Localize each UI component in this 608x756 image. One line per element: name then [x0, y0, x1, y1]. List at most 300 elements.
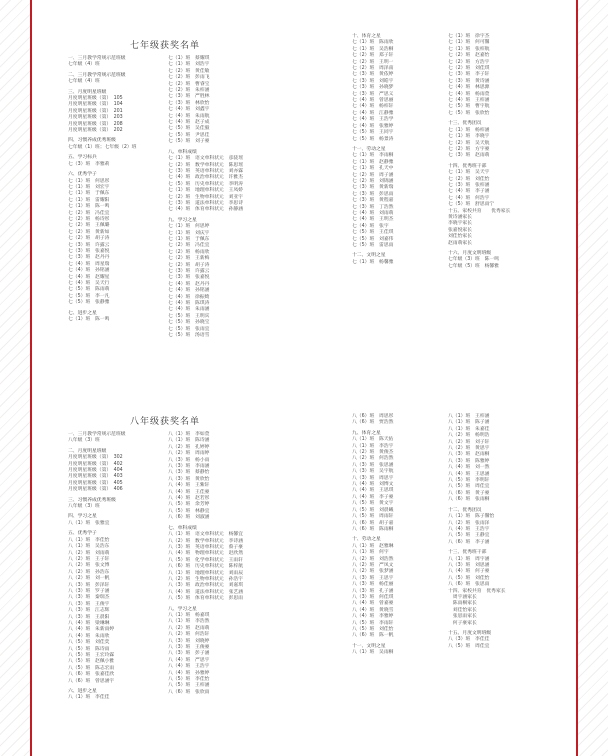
list-item: 八年级（3）班 [68, 504, 100, 510]
list-item: 月度明星班级（第） 104 [68, 102, 123, 108]
list-item: 七（2）班 吴天航 [448, 140, 490, 146]
list-item: 七（1）班 李晓宇 [448, 134, 490, 140]
list-item: 七（4）班 张宇 [352, 223, 389, 229]
list-item: 八（6）班 张雨桐 [448, 497, 490, 503]
list-item: 七（4）班 周星瑞 [68, 261, 110, 267]
list-item: 七（3）班 张嘉悦 [168, 275, 210, 281]
list-item: 八（5）班 体育单科状元 彭思雨 [168, 596, 244, 602]
list-item: 八（5）班 王宏玲霖 [68, 653, 115, 658]
list-item: 八（1）班 周宇涵 [448, 556, 490, 562]
list-item: 八（6）班 李子涵 [448, 539, 490, 545]
list-item: 月度明星班级（第） 406 [68, 487, 123, 493]
list-item: 八（2）班 张梦涵 [352, 569, 394, 575]
list-item: 七（3）班 英语单科状元 刘亦霖 [168, 168, 244, 174]
list-item: 七（4）班 孙铭涵 [68, 268, 110, 274]
list-item: 八（6）班 陈一帆 [352, 633, 394, 639]
list-item: 八（6）班 贾浩然 [352, 420, 394, 426]
list-item: 八（2）班 孙浩东 [68, 569, 110, 575]
list-item: 八（2）班 张雨泽 [448, 520, 490, 526]
list-item: 八（6）班 刘淑涵 [168, 515, 210, 521]
list-item: 八（3）班 刘晓婷 [168, 638, 210, 644]
list-item: 七（2）班 胡子涛 [68, 236, 110, 242]
list-item: 七（5）班 张静雅 [68, 300, 110, 306]
section-heading: 三、月度明星班级 [68, 89, 107, 95]
list-item: 七（3）班 刘皓宇 [352, 78, 394, 84]
section-heading: 十三、优秀班干部 [448, 550, 487, 556]
list-item: 八年级（3）班 [68, 438, 100, 444]
list-item: 七（2）班 王佩璐 [68, 223, 110, 229]
list-item: 八（4）班 物理单科状元 赵欣然 [168, 551, 244, 557]
list-item: 八（6）班 周思彤 [352, 414, 394, 419]
list-item: 七（3）班 孙晓梦 [352, 85, 394, 91]
list-item: 八（2）班 王子轩 [68, 556, 110, 562]
list-item: 八（2）班 数学单科状元 李诗涵 [168, 538, 244, 544]
list-item: 七（1）班 刘宏宇 [68, 184, 110, 190]
list-item: 八（2）班 张文博 [68, 563, 110, 569]
section-heading: 二、三月教学常规示范班级 [68, 72, 126, 78]
list-item: 七（4）班 陈琪涛 [168, 301, 210, 307]
list-item: 七（1）班 地理单科状元 王凤娇 [168, 188, 244, 194]
section-heading: 七、进步之星 [68, 310, 97, 316]
list-item: 八（4）班 黄晓雪 [352, 607, 394, 613]
list-item: 李晓宇家长 [448, 221, 472, 227]
list-item: 七（1）班 陈一鸣 [68, 317, 110, 323]
list-item: 七（4）班 江静雅 [352, 110, 394, 116]
list-item: 八（5）班 李雨轩 [352, 620, 394, 626]
section-heading: 十、劳动之星 [352, 537, 381, 543]
list-item: 七（4）班 王明杰 [352, 217, 394, 223]
list-item: 七（3）班 许露云 [68, 242, 110, 248]
list-item: 八（6）班 胡子嘉 [352, 520, 394, 526]
list-item: 七（2）班 杨雨欣 [168, 249, 210, 255]
list-item: 七（5）班 李一凡 [68, 293, 110, 299]
list-item: 八（2）班 赵雨萌 [168, 625, 210, 631]
list-item: 七（2）班 黄佳敏 [168, 68, 210, 74]
section-heading: 五、学习标兵 [68, 155, 97, 161]
list-item: 八（3）班 王晨阳 [68, 614, 110, 620]
list-item: 七（3）班 彭思雨 [352, 191, 394, 197]
section-heading: 六、进步之星 [68, 689, 97, 695]
list-item: 月度明星班级（第） 208 [68, 121, 123, 127]
grade7-column-4 [448, 34, 510, 270]
list-item: 八（4）班 王思琪 [352, 488, 394, 494]
section-heading: 十二、优秀团员 [448, 507, 482, 513]
list-item: 七（1）班 杨馨雅 [352, 259, 394, 265]
list-item: 刘佳怡家长 [448, 234, 472, 240]
list-item: 七年级（1）班；七年级（2）班 [68, 144, 137, 150]
list-item: 八（1）班 赵雅琳 [352, 543, 394, 549]
list-item: 八（3）班 王俊宇 [68, 601, 110, 607]
section-heading: 十一、劳动之星 [352, 146, 386, 152]
list-item: 八（3）班 秦瑞杰 [68, 595, 110, 601]
list-item: 八（3）班 张思涵 [352, 462, 394, 468]
list-item: 一、三月教学常规示范班级 [68, 56, 126, 61]
section-heading: 十二、文明之星 [352, 253, 386, 259]
list-item: 七（2）班 曹睿宝 [168, 81, 210, 87]
list-item: 八（5）班 刘佳怡 [448, 575, 490, 581]
section-heading: 九、学习之星 [168, 217, 197, 223]
list-item: 七（1）班 杨梓涵 [448, 127, 490, 133]
list-item: 八（1）班 吴浩东 [68, 544, 110, 550]
list-item: 八（3）班 吴宇航 [352, 469, 394, 475]
list-item: 八（1）班 陈天佑 [352, 437, 394, 443]
section-heading: 十五、月度文明班级 [448, 631, 492, 636]
list-item: 七（4）班 曾思丽 [352, 98, 394, 104]
list-item: 八（1）班 李佳怡 [68, 537, 110, 543]
list-item: 七（2）班 方宇豪 [448, 146, 490, 152]
list-item: 八（4）班 王浩宇 [448, 526, 490, 532]
list-item: 八（5）班 王梓涵 [168, 683, 210, 689]
list-item: 八（4）班 朱新雨婷 [68, 627, 115, 633]
list-item: 八（4）班 王紫轩 [168, 483, 210, 489]
list-item: 八（1）班 杨嘉琪 [168, 612, 210, 618]
list-item: 八（5）班 林静宜 [168, 508, 210, 514]
list-item: 七（3）班 许露云 [168, 269, 210, 274]
list-item: 一、三月教学常规示范班级 [68, 432, 126, 437]
grade7-column-1 [68, 56, 136, 323]
list-item: 七（5）班 曹宇航 [448, 104, 490, 110]
list-item: 七（3）班 黄依婷 [352, 72, 394, 78]
list-item: 七（2）班 刘佳琪 [448, 66, 490, 72]
list-item: 七（2）班 王新梅 [168, 256, 210, 262]
list-item: 八（5）班 李佳怡 [168, 677, 210, 683]
list-item: 八（4）班 赵若彤 [168, 496, 210, 502]
list-item: 八（4）班 王浩宇 [168, 664, 210, 670]
list-item: 八（6）班 历史单科状元 陈梓航 [168, 564, 244, 570]
list-item: 八（3）班 杨佳丽 [352, 582, 394, 588]
list-item: 七（1）班 于佩东 [68, 191, 110, 197]
list-item: 月度明星班级（第） 403 [68, 474, 123, 480]
list-item: 月度明星班级（第） 105 [68, 96, 123, 102]
list-item: 七（2）班 黄新如 [68, 229, 110, 235]
list-item: 八（6）班 黄子豪 [448, 490, 490, 496]
list-item: 七（5）班 张雨宜 [168, 326, 210, 332]
list-item: 八（5）班 周佳宜 [448, 484, 490, 490]
list-item: 七（1）班 刘庆宇 [168, 230, 210, 236]
list-item: 八（5）班 化学单科状元 王雨轩 [168, 557, 244, 563]
right-margin-pattern [578, 0, 608, 756]
section-heading: 四、习惯养成优秀班级 [68, 138, 116, 144]
list-item: 七（1）班 何思婷 [168, 224, 210, 230]
list-item: 七年级（3）班 陈一鸣 [448, 257, 500, 263]
list-item: 八（3）班 英语单科状元 蔡子豪 [168, 544, 244, 550]
list-item: 七（4）班 体育单科状元 孙静涵 [168, 207, 244, 213]
list-item: 八（2）班 黄思宇 [448, 446, 490, 452]
list-item: 七（5）班 王佳琪 [352, 230, 394, 236]
list-item: 七（3）班 林欣怡 [168, 100, 210, 106]
list-item: 七（2）班 杨诗彤 [68, 216, 110, 222]
list-item: 八（1）班 陈诗涵 [168, 438, 210, 444]
list-item: 张嘉悦家长 [448, 227, 472, 233]
list-item: 八（3）班 李佳佳 [448, 637, 490, 643]
list-item: 月度明星班级（第） 203 [68, 115, 123, 121]
list-item: 七（4）班 吴天行 [68, 281, 110, 286]
list-item: 七（4）班 孙铭涵 [168, 288, 210, 294]
list-item: 八（4）班 朱雨欣 [68, 633, 110, 639]
list-item: 十、体育之星 [352, 34, 381, 39]
list-item: 七（5）班 张欣怡 [448, 110, 490, 116]
list-item: 月度明星班级（第） 402 [68, 461, 123, 467]
list-item: 八（6）班 陈雨桐 [352, 526, 394, 532]
section-heading: 九、体育之星 [352, 430, 381, 436]
list-item: 八（1）班 李佳佳 [68, 695, 110, 701]
list-item: 八（6）班 曾思涵宇 [68, 678, 115, 684]
section-heading: 五、优秀学子 [68, 531, 97, 537]
list-item: 七（5）班 刘嘉伟 [352, 236, 394, 242]
list-item: 月度明星班级（第） 201 [68, 108, 123, 114]
list-item: 八（5）班 王静宜 [448, 533, 490, 539]
grade7-column-2 [168, 56, 243, 339]
list-item: 八（3）班 何佳琪 [352, 594, 394, 600]
list-item: 七（3）班 严胜林 [168, 94, 210, 100]
list-item: 七（5）班 汤语雪 [168, 333, 210, 339]
list-item: 七（5）班 吴佳毅 [168, 126, 210, 132]
list-item: 七（4）班 刘鑫宇 [168, 107, 210, 113]
list-item: 周宇涵家长 [448, 594, 477, 600]
list-item: 七（5）班 孙晓宝 [168, 320, 210, 326]
list-item: 八（5）班 周雨轩 [352, 514, 394, 520]
list-item: 七（1）班 于佩东 [168, 236, 210, 242]
list-item: 八（4）班 孙雅婷 [168, 670, 210, 676]
list-item: 八（4）班 梁琳琳 [68, 620, 110, 626]
list-item: 月度明星班级（第） 404 [68, 468, 123, 474]
section-heading: 四、学习之星 [68, 514, 97, 520]
list-item: 七（2）班 冯佳宜 [68, 210, 110, 216]
list-item: 七（1）班 雷耀阳 [68, 197, 110, 203]
list-item: 七（5）班 历史单科状元 李明涛 [168, 181, 244, 187]
list-item: 八（6）班 张欣雨 [168, 689, 210, 695]
grade8-title: 八年级获奖名单 [130, 417, 201, 427]
list-item: 七（1）班 蔡耀琪 [168, 56, 210, 61]
list-item: 七（3）班 严思义 [352, 91, 394, 97]
list-item: 八（5）班 陈志宏雨 [68, 665, 115, 671]
list-item: 八（2）班 刘浩然 [352, 556, 394, 562]
list-item: 八（1）班 陈子馨怡 [448, 514, 495, 520]
list-item: 八（5）班 刘佳怡 [352, 627, 394, 632]
list-item: 刘佳怡家长 [448, 607, 477, 613]
list-item: 七年级（5）班 杨馨雅 [448, 263, 500, 269]
list-item: 七（3）班 黄诗涵 [448, 78, 490, 84]
section-heading: 八、单科成绩 [168, 149, 197, 155]
list-item: 月度明星班级（第） 202 [68, 128, 123, 134]
section-heading: 六、优秀学子 [68, 172, 97, 178]
list-item: 八（4）班 刘一然 [448, 465, 490, 471]
grade7-title: 七年级获奖名单 [130, 41, 201, 51]
list-item: 八（6）班 张嘉佳欣 [68, 672, 115, 678]
section-heading: 七、单科成绩 [168, 525, 197, 531]
list-item: 七（2）班 周泽南 [352, 66, 394, 72]
list-item: 七（1）班 赵静雅 [352, 159, 394, 165]
list-item: 八（6）班 张思雨 [448, 582, 490, 588]
list-item: 月度明星班级（第） 302 [68, 455, 123, 461]
list-item: 七（3）班 李子轩 [448, 72, 490, 78]
list-item: 八（3）班 政治单科状元 刘嘉琪 [168, 583, 244, 589]
list-item: 七（1）班 李雨桐 [352, 153, 394, 159]
list-item: 八（2）班 周雨婷 [168, 451, 210, 457]
list-item: 七（4）班 徐振绮 [168, 294, 210, 300]
list-item: 八（3）班 刘思涵 [448, 562, 490, 568]
list-item: 七（4）班 王浩学 [352, 117, 394, 123]
list-item: 八（4）班 王思涵 [448, 471, 490, 477]
list-item: 七（4）班 赵耀星 [68, 274, 110, 280]
list-item: 七（4）班 朱雨航 [168, 113, 210, 119]
list-item: 赵雨萌家长 [448, 240, 472, 246]
list-item: 七（3）班 道法单科状元 李思诗 [168, 200, 244, 206]
list-item: 八（3）班 杨小雨 [168, 457, 210, 463]
list-item: 七（1）班 吴浩桐 [352, 46, 394, 52]
list-item: 八（1）班 李浩然 [168, 619, 210, 625]
list-item: 八（1）班 张雅宜 [68, 520, 110, 526]
list-item: 八（3）班 王俊豪 [168, 645, 210, 650]
list-item: 八（2）班 黄俊杰 [352, 450, 394, 456]
list-item: 八（4）班 何子豪 [448, 569, 490, 575]
list-item: 八（3）班 李雨涵 [168, 464, 210, 470]
list-item: 八（1）班 朱嘉佳 [448, 426, 490, 432]
list-item: 七（1）班 陈一鸣 [68, 204, 110, 210]
list-item: 七（4）班 李子涵 [448, 189, 490, 195]
list-item: 七年级（4）班 [68, 79, 100, 85]
list-item: 七（5）班 杨景涛 [352, 136, 394, 142]
list-item: 八（4）班 刘博文 [352, 482, 394, 488]
left-margin-pattern [0, 0, 30, 756]
grade8-column-1 [68, 432, 126, 702]
list-item: 七（3）班 赵丹丹 [68, 255, 110, 261]
list-item: 八（1）班 何宇 [352, 550, 389, 556]
list-item: 八（1）班 陈子涵 [448, 420, 490, 426]
list-item: 八（4）班 王佳豪 [168, 489, 210, 495]
list-item: 八（2）班 何浩轩 [168, 632, 210, 638]
list-item: 七（1）班 孔天中 [352, 166, 394, 172]
grade8-column-3 [352, 414, 393, 657]
list-item: 七（1）班 语文单科状元 彦骁瑶 [168, 156, 244, 162]
grade8-column-4 [448, 414, 506, 650]
list-item: 八（3）班 黄欣怡 [168, 476, 210, 482]
list-item: 七（5）班 雷思雨 [352, 243, 394, 248]
list-item: 七（5）班 王同宇 [352, 130, 394, 136]
list-item: 七（3）班 丁浩然 [352, 204, 394, 210]
section-heading: 十三、优秀团员 [448, 121, 482, 127]
list-item: 七（1）班 何可馨 [448, 40, 490, 46]
list-item: 七（2）班 郑子轩 [352, 53, 394, 59]
list-item: 八（3）班 周思宇 [352, 475, 394, 481]
list-item: 黄诗涵家长 [448, 214, 472, 220]
list-item: 八（4）班 道法单科状元 张艺涵 [168, 589, 244, 595]
list-item: 八（2）班 杨明浩 [448, 433, 490, 439]
list-item: 八（3）班 赵雨桐 [448, 452, 490, 458]
list-item: 八（5）班 黄文宇 [352, 501, 394, 507]
list-item: 七（1）班 刘浩宇 [168, 62, 210, 68]
list-item: 何子豪家长 [448, 620, 477, 626]
list-item: 七（2）班 彭雨飞 [168, 75, 210, 81]
right-red-border [576, 0, 578, 756]
list-item: 八（3）班 彭泽轩 [68, 582, 110, 588]
grade8-column-2 [168, 432, 243, 696]
list-item: 七（5）班 舒思雨宁 [448, 202, 495, 208]
list-item: 七（4）班 刘雨萌 [352, 210, 394, 216]
list-item: 七（1）班 张梓航 [448, 46, 490, 52]
list-item: 八（5）班 刘晨曦 [352, 507, 394, 513]
list-item: 七（5）班 王明宾 [168, 313, 210, 319]
list-item: 八（5）班 李明轩 [448, 478, 490, 484]
section-heading: 十六、月度文明班级 [448, 251, 492, 256]
list-item: 七（3）班 张梓涵 [448, 182, 490, 188]
list-item: 八（3）班 孔子涵 [352, 588, 394, 594]
list-item: 七（5）班 尹思佳 [168, 132, 210, 138]
list-item: 七（2）班 方浩宇 [448, 59, 490, 65]
list-item: 七（4）班 杨梓轩 [352, 104, 394, 110]
section-heading: 三、习惯养成优秀班级 [68, 497, 116, 503]
list-item: 十四、家校共育 优秀家长 [448, 588, 506, 594]
list-item: 七（5）班 刘子豪 [168, 139, 210, 145]
list-item: 七（4）班 杨雨萱 [448, 91, 490, 97]
list-item: 七（2）班 朱梓涵 [168, 88, 210, 94]
list-item: 八（3）班 蔡静怡 [168, 470, 210, 476]
list-item: 七（3）班 黄新瑞 [352, 185, 394, 191]
list-item: 七（4）班 林思源 [448, 85, 490, 91]
list-item: 七（4）班 政治单科状元 许雅杰 [168, 175, 244, 181]
list-item: 八（4）班 严思宇 [168, 657, 210, 663]
list-item: 七（3）班 张嘉悦 [68, 248, 110, 254]
list-item: 陈雨桐家长 [448, 601, 477, 607]
list-item: 八（1）班 吴雨桐 [352, 650, 394, 656]
list-item: 八（5）班 陈诗雨 [68, 646, 110, 652]
list-item: 八（3）班 陈雅婷 [448, 458, 490, 464]
section-heading: 八、学习之星 [168, 606, 197, 612]
list-item: 八（4）班 李雅婷 [352, 614, 394, 620]
section-heading: 十一、文明之星 [352, 643, 386, 649]
list-item: 八（3）班 王思宇 [352, 575, 394, 581]
grade7-column-3 [352, 34, 393, 266]
list-item: 七（4）班 赵丹丹 [168, 281, 210, 287]
list-item: 八（2）班 刘子轩 [448, 439, 490, 445]
list-item: 八（4）班 曾嘉豪 [352, 601, 394, 607]
list-item: 八（1）班 李如萱 [168, 432, 210, 437]
list-item: 八（4）班 李子豪 [352, 494, 394, 500]
list-item: 七（5）班 陈雨萌 [68, 287, 110, 293]
list-item: 七年级（4）班 [68, 62, 100, 68]
section-heading: 二、月度明星班级 [68, 448, 107, 454]
list-item: 七（2）班 冯佳宜 [168, 243, 210, 249]
list-item: 七（4）班 赵子成 [168, 120, 210, 126]
list-item: 七（3）班 黄程嘉 [352, 198, 394, 204]
list-item: 月度明星班级（第） 405 [68, 480, 123, 486]
list-item: 七（4）班 王梓涵 [448, 98, 490, 104]
list-item: 八（2）班 刘雨萌 [68, 550, 110, 556]
list-item: 七（1）班 吴天宇 [448, 170, 490, 176]
list-item: 七（2）班 赵嘉怡 [448, 53, 490, 59]
list-item: 八（5）班 刘佳奕 [68, 640, 110, 646]
list-item: 七（4）班 何浩宇 [448, 195, 490, 201]
list-item: 八（3）班 罗子涵 [68, 588, 110, 594]
list-item: 八（2）班 孔婷婷 [168, 444, 210, 450]
list-item: 七（2）班 王明一 [352, 59, 394, 65]
list-item: 八（2）班 严凤文 [352, 562, 394, 568]
list-item: 八（1）班 地理单科状元 刘雨辰 [168, 570, 244, 576]
list-item: 七（1）班 何思彤 [68, 178, 110, 184]
list-item: 八（1）班 李浩宇 [352, 443, 394, 449]
list-item: 七（2）班 刘佳怡 [448, 176, 490, 182]
list-item: 八（2）班 何浩然 [352, 456, 394, 462]
list-item: 七（2）班 生物单科状元 刘亚宇 [168, 194, 244, 200]
list-item: 七（1）班 徐宇杰 [448, 34, 490, 39]
list-item: 七（3）班 李雅莉 [68, 161, 110, 167]
list-item: 八（5）班 周佳宜 [448, 643, 490, 649]
list-item: 八（1）班 语文单科状元 杨馨宜 [168, 532, 244, 538]
list-item: 八（5）班 余芳婷 [168, 502, 210, 508]
list-item: 七（1）班 陈雨欣 [352, 40, 394, 46]
list-item: 十五、家校共育 优秀家长 [448, 208, 511, 214]
list-item: 七（3）班 赵雨萌 [448, 153, 490, 159]
